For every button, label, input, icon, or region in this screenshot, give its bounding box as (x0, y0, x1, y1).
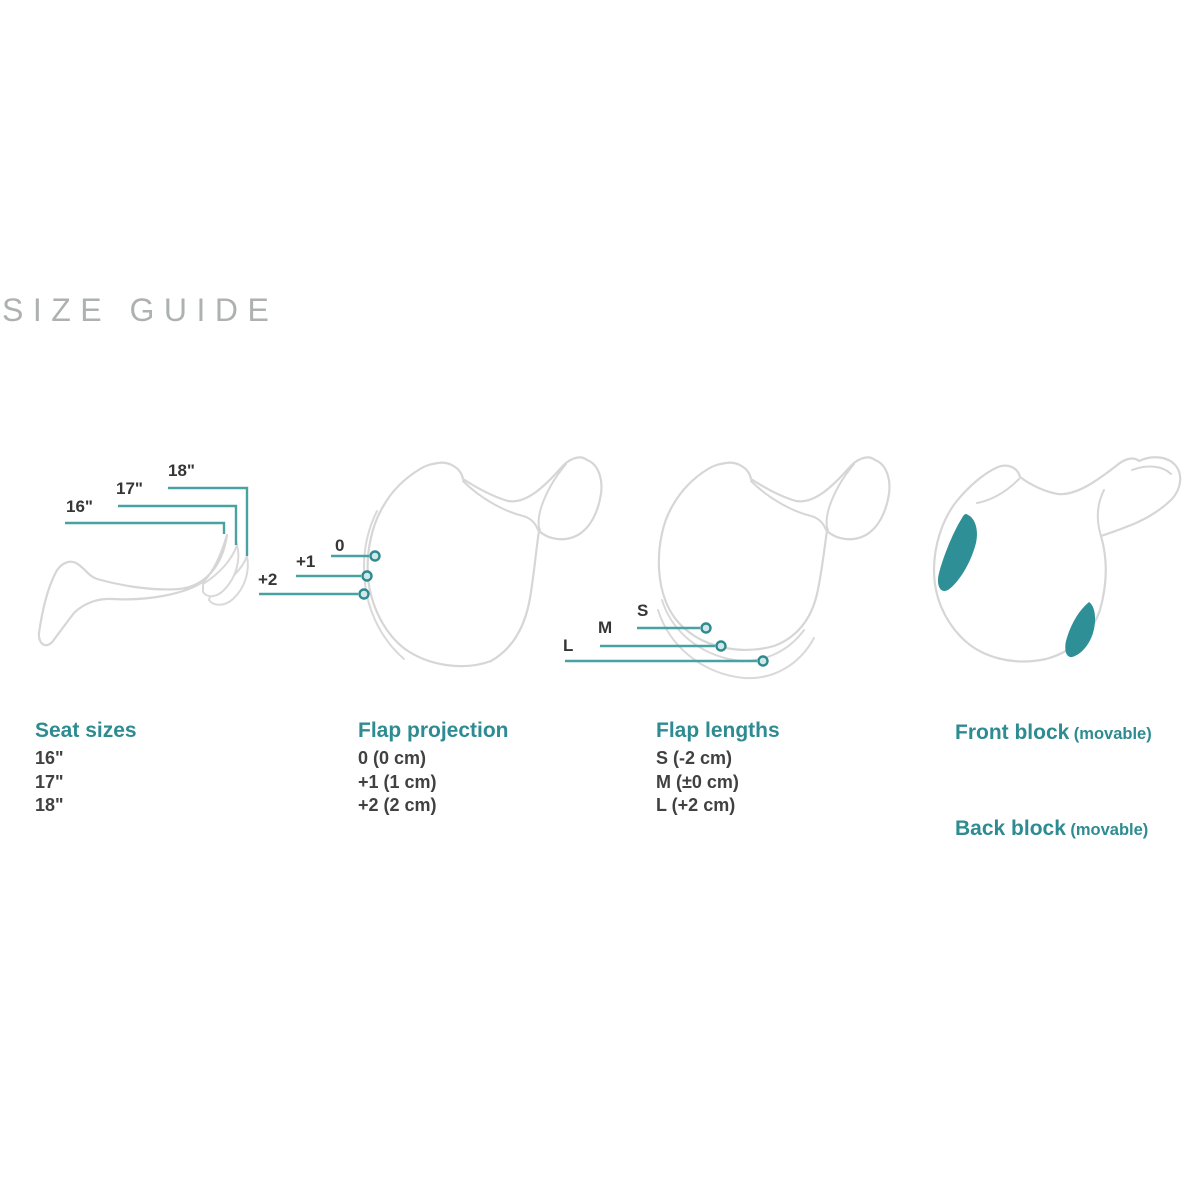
seat-sizes-legend (35, 719, 137, 818)
seat-size-18-diagram-label: 18" (168, 461, 195, 480)
saddle-flap-lengths-drawing (565, 457, 889, 678)
flap-length-s-diagram-label: S (637, 601, 649, 620)
seat-size-17-diagram-label: 17" (116, 479, 143, 498)
front-block-note: (movable) (1073, 725, 1152, 743)
back-block-heading: Back block (955, 817, 1066, 840)
flap-lengths-item-0: S (-2 cm) (656, 748, 733, 768)
seat-size-16-diagram-label: 16" (66, 497, 93, 516)
seat-sizes-item-1: 17" (35, 771, 64, 792)
seat-size-16-leader-line (65, 523, 224, 534)
saddle-blocks-drawing (934, 457, 1180, 661)
flap-projection-1-point (363, 572, 372, 581)
back-block-caption (955, 817, 1148, 841)
page-title: SIZE GUIDE (2, 292, 279, 328)
seat-sizes-item-0: 16" (35, 748, 64, 768)
seat-size-17-leader-line (118, 506, 236, 545)
seat-sizes-item-2: 18" (35, 795, 64, 815)
flap-length-l-diagram-label: L (563, 636, 574, 655)
flap-projection-0-diagram-label: 0 (335, 536, 345, 555)
seat-sizes-heading: Seat sizes (35, 719, 137, 742)
flap-projection-2-point (360, 590, 369, 599)
flap-length-l-point (759, 657, 768, 666)
flap-lengths-item-1: M (±0 cm) (656, 771, 739, 792)
flap-projection-item-2: +2 (2 cm) (358, 795, 437, 815)
front-block-caption (955, 721, 1152, 745)
flap-projection-heading: Flap projection (358, 719, 509, 742)
front-block-heading: Front block (955, 721, 1070, 744)
flap-projection-legend (358, 719, 509, 818)
flap-lengths-legend (656, 719, 780, 818)
flap-length-m-point (717, 642, 726, 651)
flap-projection-2-diagram-label: +2 (258, 570, 278, 589)
flap-lengths-item-2: L (+2 cm) (656, 795, 736, 815)
flap-projection-item-1: +1 (1 cm) (358, 771, 437, 792)
flap-lengths-heading: Flap lengths (656, 719, 780, 742)
flap-length-m-diagram-label: M (598, 618, 613, 637)
back-block-note: (movable) (1070, 821, 1149, 839)
flap-length-s-point (702, 624, 711, 633)
flap-projection-0-point (371, 552, 380, 561)
flap-projection-1-diagram-label: +1 (296, 552, 316, 571)
flap-projection-item-0: 0 (0 cm) (358, 748, 427, 768)
